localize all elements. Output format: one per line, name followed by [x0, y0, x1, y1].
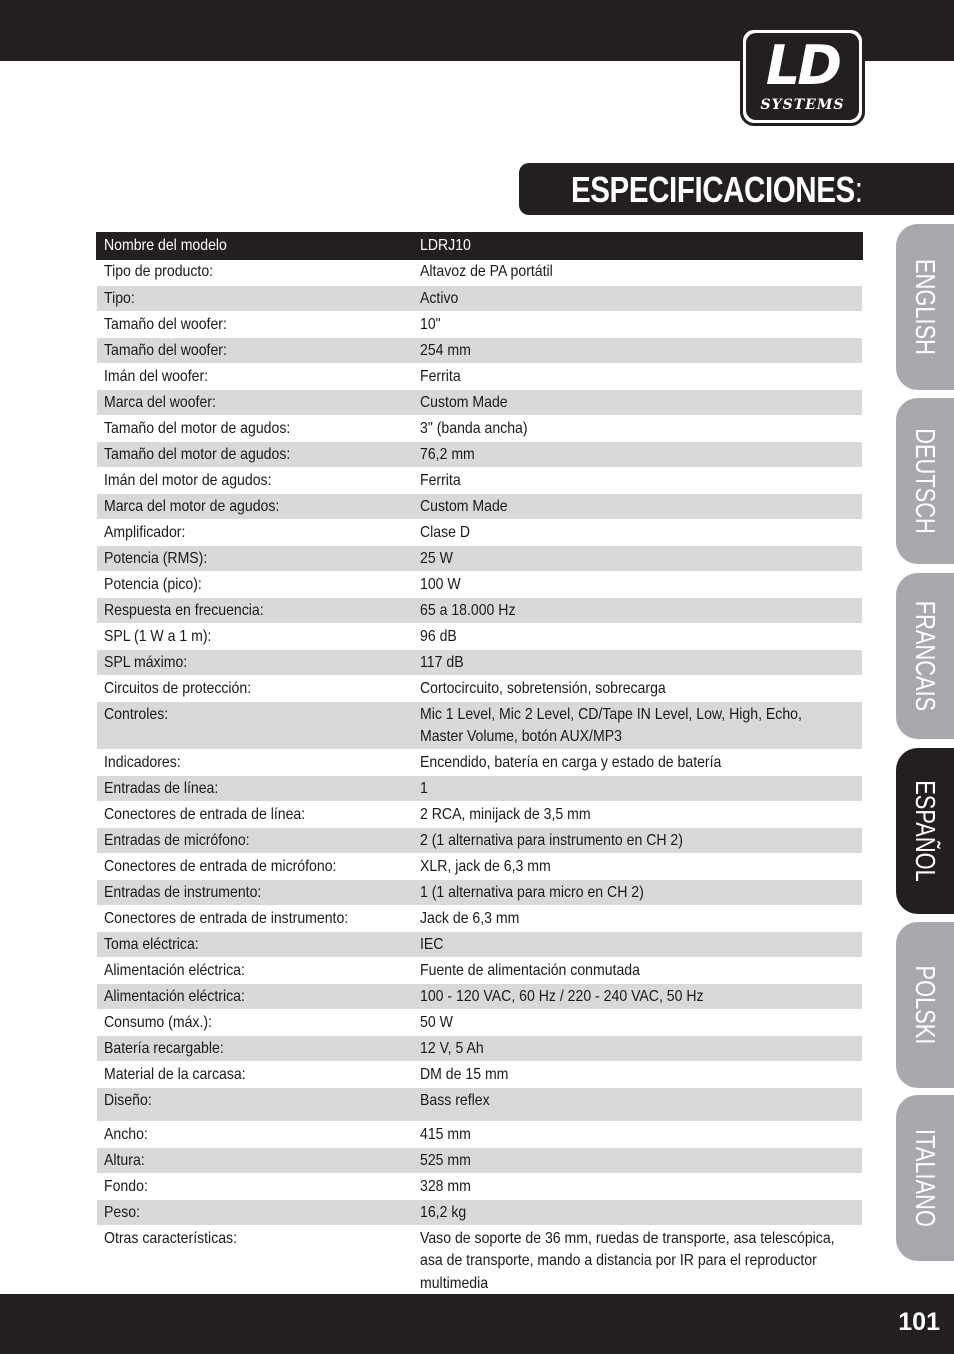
- section-title-banner: [519, 163, 954, 215]
- spec-label: Circuitos de protección:: [104, 679, 252, 697]
- spec-label-cell: [97, 441, 413, 467]
- spec-value-cell: [413, 233, 862, 259]
- table-row: [97, 675, 862, 701]
- spec-value-cell: [413, 675, 862, 701]
- spec-label-cell: [97, 415, 413, 441]
- spec-value: 100 W: [420, 575, 461, 593]
- spec-value: 50 W: [420, 1013, 453, 1031]
- spec-value: Encendido, batería en carga y estado de batería: [420, 753, 722, 771]
- table-row: [97, 1087, 862, 1121]
- spec-value-cell: [413, 519, 862, 545]
- spec-label: Tipo de producto:: [104, 263, 214, 280]
- spec-label: Amplificador:: [104, 523, 186, 541]
- table-row: [97, 931, 862, 957]
- spec-label-cell: [97, 1061, 413, 1087]
- spec-label-cell: [97, 749, 413, 775]
- spec-label: Fondo:: [104, 1177, 148, 1195]
- spec-label-cell: [97, 827, 413, 853]
- spec-label-cell: [97, 1035, 413, 1061]
- spec-value: LDRJ10: [420, 237, 471, 254]
- spec-value: Ferrita: [420, 471, 461, 489]
- spec-label: Imán del motor de agudos:: [104, 471, 272, 489]
- spec-label-cell: [97, 853, 413, 879]
- table-row: [97, 389, 862, 415]
- spec-label: Consumo (máx.):: [104, 1013, 212, 1031]
- spec-value: 525 mm: [420, 1151, 471, 1169]
- table-row: [97, 649, 862, 675]
- spec-label: Indicadores:: [104, 753, 181, 771]
- spec-value: Jack de 6,3 mm: [420, 909, 520, 927]
- spec-label-cell: [97, 801, 413, 827]
- spec-label-cell: [97, 571, 413, 597]
- table-row: [97, 441, 862, 467]
- table-row: [97, 311, 862, 337]
- spec-value: 65 a 18.000 Hz: [420, 601, 516, 619]
- spec-label-cell: [97, 519, 413, 545]
- spec-label-cell: [97, 1009, 413, 1035]
- spec-label-cell: [97, 493, 413, 519]
- spec-value-cell: [413, 649, 862, 675]
- spec-value: Mic 1 Level, Mic 2 Level, CD/Tape IN Level, Low, High, Echo,: [420, 705, 802, 723]
- specifications-table: [97, 233, 862, 1296]
- spec-value: multimedia: [420, 1274, 489, 1292]
- spec-value-cell: [413, 1121, 862, 1147]
- spec-label: Marca del woofer:: [104, 393, 216, 411]
- spec-label-cell: [97, 1225, 413, 1296]
- spec-label: Entradas de micrófono:: [104, 831, 250, 849]
- spec-label-cell: [97, 1173, 413, 1199]
- spec-value: 100 - 120 VAC, 60 Hz / 220 - 240 VAC, 50 Hz: [420, 987, 704, 1005]
- spec-value: Activo: [420, 289, 459, 307]
- spec-value: Custom Made: [420, 497, 508, 515]
- spec-label-cell: [97, 701, 413, 749]
- language-tab[interactable]: [896, 922, 954, 1088]
- spec-label: Tipo:: [104, 289, 135, 307]
- table-row: [97, 285, 862, 311]
- table-row: [97, 1225, 862, 1296]
- spec-value: 254 mm: [420, 341, 471, 359]
- spec-value: 415 mm: [420, 1125, 471, 1143]
- table-row: [97, 853, 862, 879]
- spec-value: 2 RCA, minijack de 3,5 mm: [420, 805, 591, 823]
- spec-label: Conectores de entrada de instrumento:: [104, 909, 349, 927]
- spec-label: Alimentación eléctrica:: [104, 987, 245, 1005]
- table-row: [97, 415, 862, 441]
- section-title-text: ESPECIFICACIONES: [571, 169, 855, 210]
- language-tab[interactable]: [896, 224, 954, 390]
- spec-value: 328 mm: [420, 1177, 471, 1195]
- spec-value-cell: [413, 1173, 862, 1199]
- spec-value-cell: [413, 1225, 862, 1296]
- spec-label: Tamaño del motor de agudos:: [104, 419, 291, 437]
- spec-value: 10": [420, 315, 441, 333]
- spec-value: 25 W: [420, 549, 453, 567]
- language-tab[interactable]: [896, 398, 954, 564]
- spec-value-cell: [413, 701, 862, 749]
- spec-label-cell: [97, 337, 413, 363]
- spec-label-cell: [97, 389, 413, 415]
- spec-value: 16,2 kg: [420, 1203, 467, 1221]
- spec-value-cell: [413, 623, 862, 649]
- spec-value: 76,2 mm: [420, 445, 475, 463]
- spec-label-cell: [97, 311, 413, 337]
- spec-label-cell: [97, 905, 413, 931]
- table-row: [97, 337, 862, 363]
- table-row: [97, 597, 862, 623]
- spec-value-cell: [413, 545, 862, 571]
- table-row: [97, 749, 862, 775]
- spec-value-cell: [413, 389, 862, 415]
- table-row: [97, 1147, 862, 1173]
- spec-value: 12 V, 5 Ah: [420, 1039, 484, 1057]
- spec-value: 2 (1 alternativa para instrumento en CH 2): [420, 831, 683, 849]
- table-row: [97, 363, 862, 389]
- spec-value-cell: [413, 1147, 862, 1173]
- spec-label: Tamaño del woofer:: [104, 315, 227, 333]
- table-header-row: [97, 233, 862, 259]
- spec-label: Toma eléctrica:: [104, 935, 199, 953]
- spec-label: SPL máximo:: [104, 653, 188, 671]
- language-tab-label: FRANCAIS: [910, 600, 941, 712]
- spec-value-cell: [413, 957, 862, 983]
- section-title: [571, 169, 863, 211]
- spec-label-cell: [97, 675, 413, 701]
- spec-label-cell: [97, 285, 413, 311]
- table-row: [97, 519, 862, 545]
- logo-main-text: LD: [765, 34, 840, 97]
- logo-sub-text: SYSTEMS: [760, 97, 845, 113]
- table-row: [97, 905, 862, 931]
- spec-value-cell: [413, 853, 862, 879]
- spec-label-cell: [97, 931, 413, 957]
- spec-value: XLR, jack de 6,3 mm: [420, 857, 551, 875]
- spec-value: 3" (banda ancha): [420, 419, 528, 437]
- spec-label-cell: [97, 1199, 413, 1225]
- spec-value-cell: [413, 493, 862, 519]
- table-row: [97, 1173, 862, 1199]
- spec-value-cell: [413, 983, 862, 1009]
- spec-label-cell: [97, 1087, 413, 1121]
- spec-value: 1 (1 alternativa para micro en CH 2): [420, 883, 644, 901]
- spec-label-cell: [97, 259, 413, 285]
- spec-value-cell: [413, 749, 862, 775]
- spec-value: Bass reflex: [420, 1091, 490, 1109]
- spec-label-cell: [97, 983, 413, 1009]
- spec-label: Conectores de entrada de micrófono:: [104, 857, 337, 875]
- spec-value-cell: [413, 363, 862, 389]
- spec-label-cell: [97, 649, 413, 675]
- spec-value-cell: [413, 597, 862, 623]
- language-tab-label: ENGLISH: [910, 259, 941, 355]
- spec-value: Clase D: [420, 523, 471, 541]
- spec-value-cell: [413, 337, 862, 363]
- spec-label: SPL (1 W a 1 m):: [104, 627, 212, 645]
- spec-label-cell: [97, 597, 413, 623]
- spec-value: Cortocircuito, sobretensión, sobrecarga: [420, 679, 666, 697]
- spec-value-cell: [413, 1061, 862, 1087]
- spec-label-cell: [97, 957, 413, 983]
- spec-value-cell: [413, 931, 862, 957]
- language-tab-label: ITALIANO: [910, 1129, 941, 1227]
- spec-value-cell: [413, 415, 862, 441]
- spec-value-cell: [413, 879, 862, 905]
- spec-value-cell: [413, 311, 862, 337]
- spec-label: Potencia (RMS):: [104, 549, 208, 567]
- spec-label-cell: [97, 233, 413, 259]
- table-row: [97, 493, 862, 519]
- spec-value-cell: [413, 571, 862, 597]
- spec-value-cell: [413, 467, 862, 493]
- table-row: [97, 801, 862, 827]
- table-row: [97, 879, 862, 905]
- spec-value-cell: [413, 1087, 862, 1121]
- spec-label-cell: [97, 1121, 413, 1147]
- spec-label: Controles:: [104, 705, 169, 723]
- table-row: [97, 701, 862, 749]
- spec-label: Altura:: [104, 1151, 145, 1169]
- page-number: 101: [898, 1308, 940, 1336]
- spec-value-cell: [413, 285, 862, 311]
- spec-value-cell: [413, 1009, 862, 1035]
- spec-label: Potencia (pico):: [104, 575, 202, 593]
- spec-value: Custom Made: [420, 393, 508, 411]
- spec-label: Entradas de línea:: [104, 779, 219, 797]
- spec-value: Ferrita: [420, 367, 461, 385]
- spec-value-cell: [413, 1035, 862, 1061]
- table-row: [97, 259, 862, 285]
- spec-label: Alimentación eléctrica:: [104, 961, 245, 979]
- spec-value: 1: [420, 779, 428, 797]
- spec-value-cell: [413, 1199, 862, 1225]
- spec-label: Ancho:: [104, 1125, 148, 1143]
- table-row: [97, 1199, 862, 1225]
- spec-label-cell: [97, 467, 413, 493]
- table-row: [97, 1061, 862, 1087]
- spec-label: Marca del motor de agudos:: [104, 497, 280, 515]
- spec-label: Tamaño del woofer:: [104, 341, 227, 359]
- table-row: [97, 571, 862, 597]
- ld-systems-logo: [740, 27, 865, 126]
- spec-value: IEC: [420, 935, 444, 953]
- spec-value: 117 dB: [420, 653, 464, 671]
- table-row: [97, 545, 862, 571]
- language-tab[interactable]: [896, 573, 954, 739]
- spec-label: Diseño:: [104, 1091, 152, 1109]
- bottom-bar: [0, 1294, 954, 1354]
- table-row: [97, 1009, 862, 1035]
- spec-label-cell: [97, 879, 413, 905]
- spec-value-cell: [413, 801, 862, 827]
- spec-label-cell: [97, 775, 413, 801]
- table-row: [97, 827, 862, 853]
- spec-value: asa de transporte, mando a distancia por IR para el reproductor: [420, 1252, 817, 1269]
- language-tab[interactable]: [896, 748, 954, 914]
- spec-value: DM de 15 mm: [420, 1065, 509, 1083]
- spec-label: Entradas de instrumento:: [104, 883, 262, 901]
- spec-label: Respuesta en frecuencia:: [104, 601, 264, 619]
- spec-label: Peso:: [104, 1203, 141, 1221]
- spec-value: 96 dB: [420, 627, 457, 645]
- spec-label: Material de la carcasa:: [104, 1065, 246, 1083]
- spec-label: Nombre del modelo: [104, 237, 227, 254]
- spec-value: Master Volume, botón AUX/MP3: [420, 728, 622, 745]
- table-row: [97, 983, 862, 1009]
- spec-label: Otras características:: [104, 1229, 238, 1247]
- spec-label-cell: [97, 623, 413, 649]
- spec-value-cell: [413, 905, 862, 931]
- language-tab-label: POLSKI: [910, 965, 941, 1045]
- spec-label-cell: [97, 1147, 413, 1173]
- table-row: [97, 623, 862, 649]
- table-row: [97, 1035, 862, 1061]
- table-row: [97, 957, 862, 983]
- language-tab-label: DEUTSCH: [910, 428, 941, 534]
- section-title-colon: :: [854, 169, 863, 210]
- spec-label: Imán del woofer:: [104, 367, 209, 385]
- spec-value-cell: [413, 441, 862, 467]
- table-row: [97, 467, 862, 493]
- language-tab-label: ESPAÑOL: [910, 780, 941, 882]
- spec-label-cell: [97, 363, 413, 389]
- spec-value: Fuente de alimentación conmutada: [420, 961, 640, 979]
- spec-label-cell: [97, 545, 413, 571]
- spec-label: Batería recargable:: [104, 1039, 224, 1057]
- spec-value-cell: [413, 827, 862, 853]
- table-row: [97, 1121, 862, 1147]
- spec-value: Altavoz de PA portátil: [420, 263, 553, 280]
- table-row: [97, 775, 862, 801]
- spec-value-cell: [413, 259, 862, 285]
- spec-value: Vaso de soporte de 36 mm, ruedas de transporte, asa telescópica,: [420, 1229, 835, 1247]
- spec-label: Tamaño del motor de agudos:: [104, 445, 291, 463]
- language-tab[interactable]: [896, 1095, 954, 1261]
- spec-value-cell: [413, 775, 862, 801]
- spec-label: Conectores de entrada de línea:: [104, 805, 306, 823]
